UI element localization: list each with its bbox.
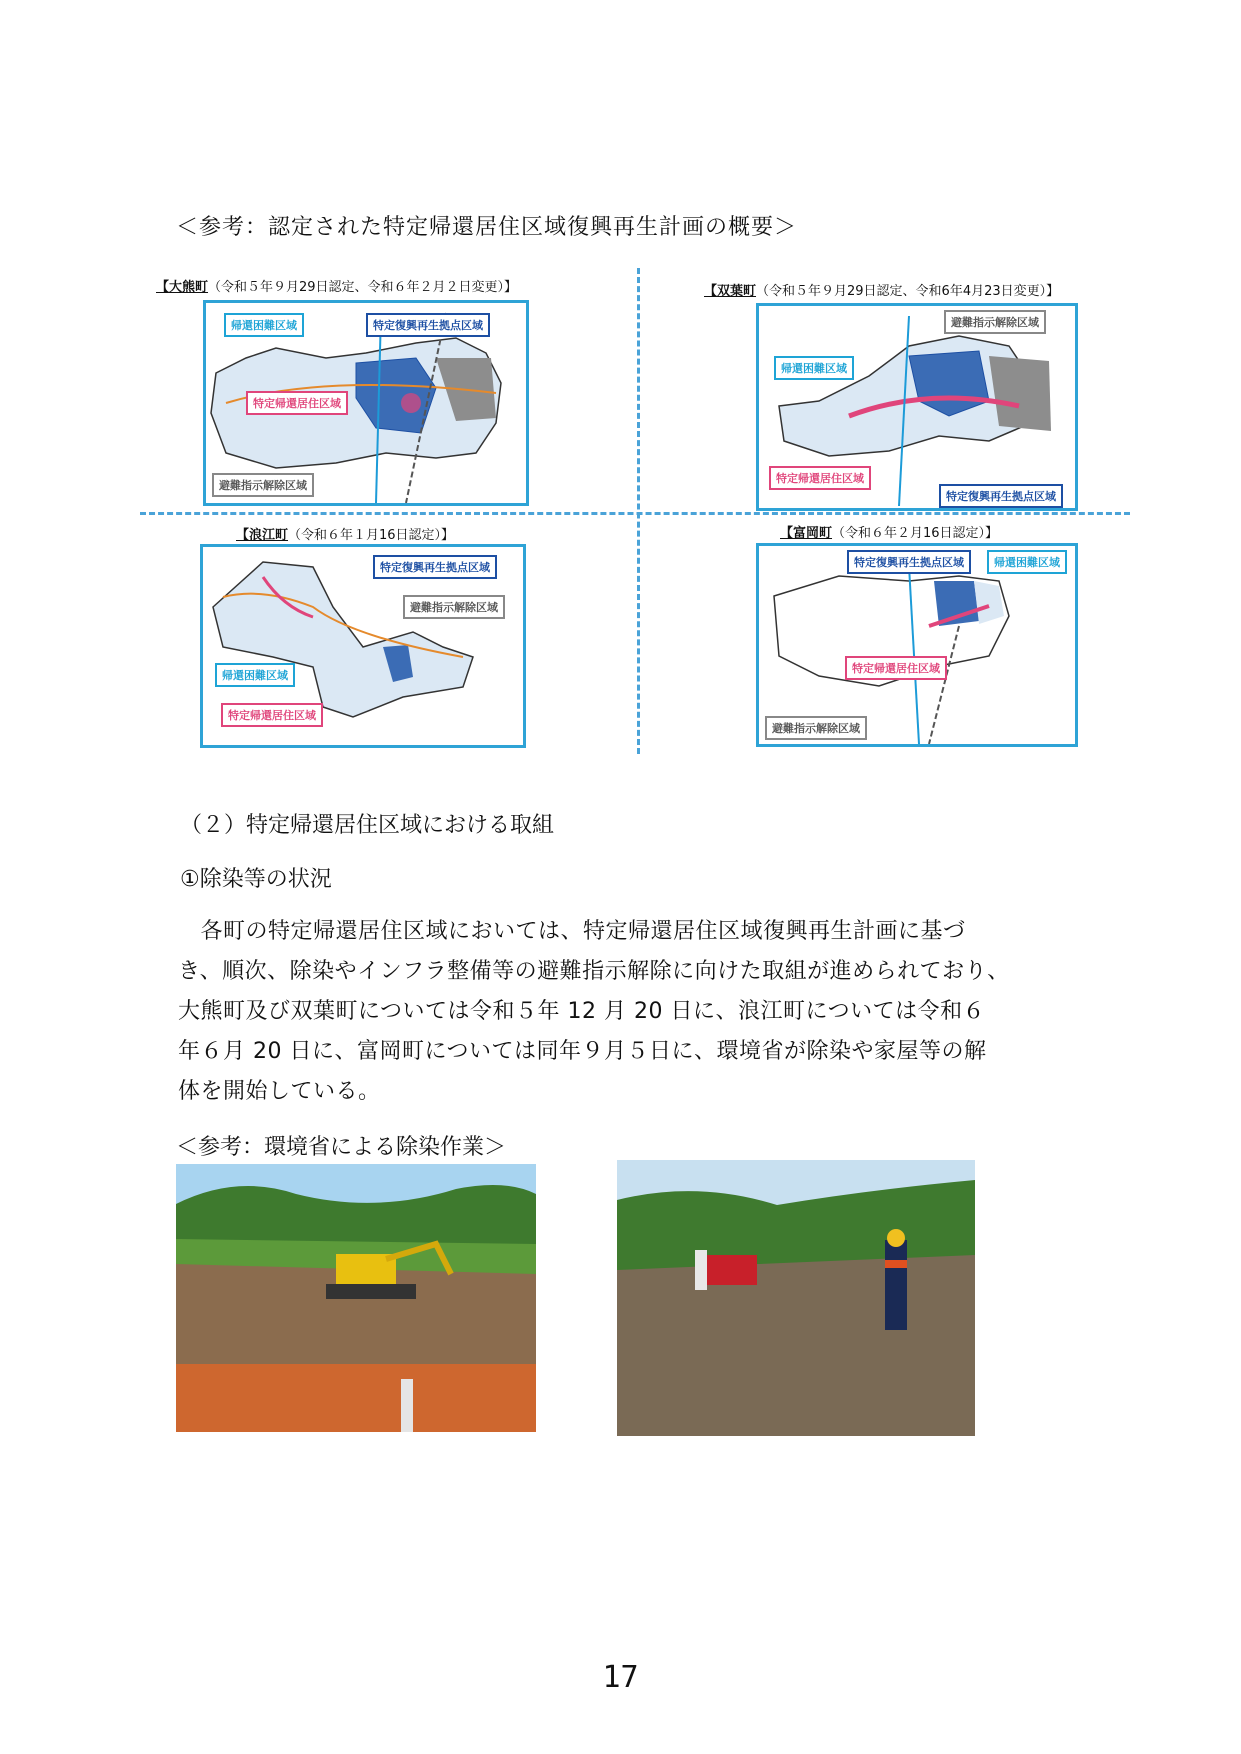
tomioka-label-tokutei-kikan: 特定帰還居住区域 — [845, 656, 947, 680]
namie-label-kaijo: 避難指示解除区域 — [403, 595, 505, 619]
tomioka-label-kikan-konnan: 帰還困難区域 — [987, 550, 1067, 574]
tomioka-note: （令和６年２月16日認定）】 — [832, 526, 999, 541]
body-paragraph — [178, 912, 1058, 1112]
sub-heading: ①除染等の状況 — [180, 867, 332, 892]
futaba-caption — [704, 280, 1059, 299]
namie-caption — [236, 524, 454, 543]
body-line: 年６月 20 日に、富岡町については同年９月５日に、環境省が除染や家屋等の解 — [178, 1039, 987, 1064]
excavator-photo-graphic — [176, 1164, 536, 1432]
okuma-label-tokutei-fukko: 特定復興再生拠点区域 — [366, 313, 490, 337]
namie-note: （令和６年１月16日認定）】 — [288, 528, 455, 543]
body-line: 各町の特定帰還居住区域においては、特定帰還居住区域復興再生計画に基づ — [178, 919, 966, 944]
okuma-label-kikan-konnan: 帰還困難区域 — [224, 313, 304, 337]
futaba-label-kaijo: 避難指示解除区域 — [944, 310, 1046, 334]
reference2-title: ＜参考：環境省による除染作業＞ — [176, 1135, 507, 1160]
field-work-photo-graphic — [617, 1160, 975, 1436]
namie-town-name: 【浪江町 — [236, 528, 289, 543]
futaba-map — [756, 303, 1078, 511]
vertical-divider — [637, 268, 640, 754]
okuma-town-name: 【大熊町 — [156, 280, 209, 295]
tomioka-map — [756, 543, 1078, 747]
tomioka-map-graphic — [759, 546, 1075, 744]
field-work-photo — [617, 1160, 975, 1436]
namie-label-tokutei-kikan: 特定帰還居住区域 — [221, 703, 323, 727]
tomioka-label-tokutei-fukko: 特定復興再生拠点区域 — [847, 550, 971, 574]
okuma-label-kaijo: 避難指示解除区域 — [212, 473, 314, 497]
reference-title: ＜参考：認定された特定帰還居住区域復興再生計画の概要＞ — [176, 215, 798, 240]
okuma-caption — [156, 276, 517, 295]
namie-map — [200, 544, 526, 748]
page-number: 17 — [602, 1660, 639, 1695]
namie-label-kikan-konnan: 帰還困難区域 — [215, 663, 295, 687]
namie-label-tokutei-fukko: 特定復興再生拠点区域 — [373, 555, 497, 579]
excavator-photo — [176, 1164, 536, 1432]
okuma-note: （令和５年９月29日認定、令和６年２月２日変更）】 — [208, 280, 518, 295]
futaba-label-kikan-konnan: 帰還困難区域 — [774, 356, 854, 380]
horizontal-divider — [140, 512, 1130, 515]
tomioka-town-name: 【富岡町 — [780, 526, 833, 541]
tomioka-caption — [780, 522, 998, 541]
futaba-label-tokutei-fukko: 特定復興再生拠点区域 — [939, 484, 1063, 508]
futaba-town-name: 【双葉町 — [704, 284, 757, 299]
futaba-label-tokutei-kikan: 特定帰還居住区域 — [769, 466, 871, 490]
futaba-note: （令和５年９月29日認定、令和6年4月23日変更）】 — [756, 284, 1060, 299]
okuma-label-tokutei-kikan: 特定帰還居住区域 — [246, 391, 348, 415]
body-line: き、順次、除染やインフラ整備等の避難指示解除に向けた取組が進められており、 — [178, 959, 1010, 984]
tomioka-label-kaijo: 避難指示解除区域 — [765, 716, 867, 740]
body-line: 大熊町及び双葉町については令和５年 12 月 20 日に、浪江町については令和６ — [178, 999, 986, 1024]
body-line: 体を開始している。 — [178, 1079, 381, 1104]
section-heading: （２）特定帰還居住区域における取組 — [180, 813, 555, 838]
okuma-map — [203, 300, 529, 506]
